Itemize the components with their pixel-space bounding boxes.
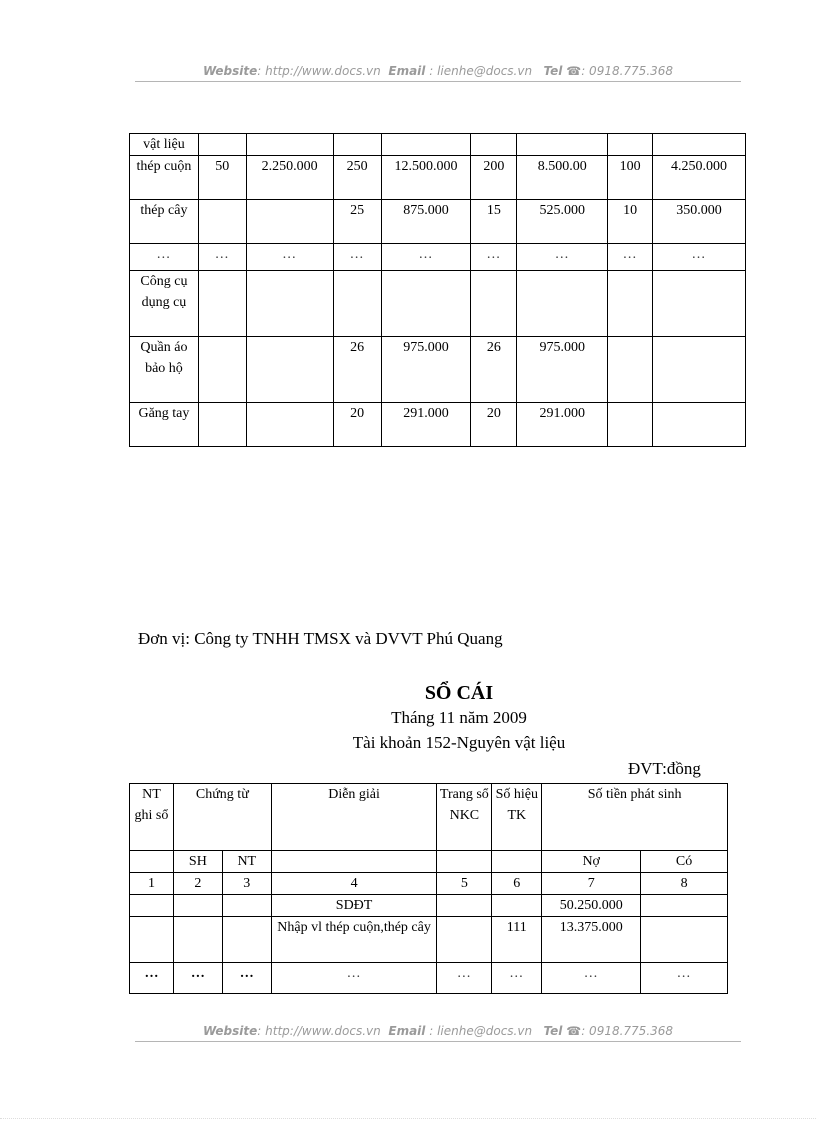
phone-icon: ☎: [566, 1024, 582, 1038]
table-cell: [437, 851, 492, 873]
table-cell: [222, 895, 271, 917]
table-cell: [608, 337, 653, 403]
table-cell: [471, 134, 517, 156]
website-value: : http://www.docs.vn: [257, 1024, 381, 1038]
table-row: [130, 200, 746, 244]
table-cell: 2.250.000: [246, 156, 333, 200]
column-number: 4: [271, 873, 437, 895]
table-cell: [222, 917, 271, 963]
table-cell: [608, 134, 653, 156]
ledger-account: Tài khoản 152-Nguyên vật liệu: [352, 733, 566, 752]
email-label: Email: [388, 1024, 426, 1038]
table-cell: 525.000: [517, 200, 608, 244]
currency-unit: ĐVT:đồng: [628, 759, 701, 778]
page-header: [135, 64, 741, 82]
email-value: : lienhe@docs.vn: [429, 64, 533, 78]
table-cell: [173, 917, 222, 963]
tel-value: : 0918.775.368: [581, 64, 674, 78]
header-nt: NT: [222, 851, 271, 873]
table-cell: 111: [492, 917, 542, 963]
table-cell: [381, 134, 471, 156]
company-unit-line: Đơn vị: Công ty TNHH TMSX và DVVT Phú Quang: [138, 629, 503, 648]
table-cell: 13.375.000: [542, 917, 641, 963]
table-cell: 10: [608, 200, 653, 244]
table-cell: [653, 134, 746, 156]
row-name: vật liệu: [130, 134, 199, 156]
table-cell: …: [222, 963, 271, 994]
ledger-number-row: [130, 873, 728, 895]
table-cell: Nhập vl thép cuộn,thép cây: [271, 917, 437, 963]
table-cell: [437, 917, 492, 963]
table-cell: [471, 271, 517, 337]
table-cell: 250: [333, 156, 381, 200]
inventory-table: [129, 133, 746, 447]
header-dien-giai: Diễn giải: [271, 784, 437, 851]
table-cell: …: [437, 963, 492, 994]
table-cell: 12.500.000: [381, 156, 471, 200]
table-cell: [333, 134, 381, 156]
table-cell: [130, 917, 174, 963]
table-cell: [641, 917, 728, 963]
row-name: Găng tay: [130, 403, 199, 447]
table-cell: [246, 134, 333, 156]
table-cell: …: [517, 244, 608, 271]
ledger-title: SỔ CÁI: [424, 682, 494, 704]
header-no: Nợ: [542, 851, 641, 873]
table-cell: 975.000: [517, 337, 608, 403]
table-cell: [333, 271, 381, 337]
column-number: 3: [222, 873, 271, 895]
table-cell: [608, 271, 653, 337]
website-label: Website: [202, 64, 258, 78]
table-cell: 100: [608, 156, 653, 200]
column-number: 7: [542, 873, 641, 895]
table-cell: 975.000: [381, 337, 471, 403]
table-cell: 350.000: [653, 200, 746, 244]
column-number: 1: [130, 873, 174, 895]
table-row: [130, 156, 746, 200]
header-so-hieu: Số hiệu TK: [492, 784, 542, 851]
table-cell: [653, 403, 746, 447]
row-name: thép cuộn: [130, 156, 199, 200]
table-cell: …: [653, 244, 746, 271]
table-cell: [198, 337, 246, 403]
ledger-header-row: [130, 784, 728, 851]
table-cell: 4.250.000: [653, 156, 746, 200]
table-row: [130, 895, 728, 917]
table-cell: [130, 895, 174, 917]
column-number: 6: [492, 873, 542, 895]
table-cell: [130, 851, 174, 873]
table-cell: 26: [471, 337, 517, 403]
table-cell: …: [492, 963, 542, 994]
table-cell: …: [198, 244, 246, 271]
table-cell: SDĐT: [271, 895, 437, 917]
table-cell: [517, 271, 608, 337]
table-row: [130, 963, 728, 994]
ledger-month: Tháng 11 năm 2009: [391, 708, 527, 727]
table-cell: 50: [198, 156, 246, 200]
table-cell: …: [333, 244, 381, 271]
table-cell: [492, 895, 542, 917]
column-number: 8: [641, 873, 728, 895]
table-row: [130, 403, 746, 447]
table-cell: 26: [333, 337, 381, 403]
table-cell: 20: [333, 403, 381, 447]
website-label: Website: [202, 1024, 258, 1038]
table-cell: [198, 200, 246, 244]
table-cell: …: [471, 244, 517, 271]
table-cell: [271, 851, 437, 873]
table-row: [130, 271, 746, 337]
header-so-tien: Số tiền phát sinh: [542, 784, 728, 851]
table-cell: [246, 403, 333, 447]
email-value: : lienhe@docs.vn: [429, 1024, 533, 1038]
table-cell: [198, 271, 246, 337]
table-cell: [198, 403, 246, 447]
table-row: [130, 134, 746, 156]
column-number: 2: [173, 873, 222, 895]
table-cell: [246, 337, 333, 403]
header-nt-ghi-so: NT ghi sổ: [130, 784, 174, 851]
table-cell: …: [542, 963, 641, 994]
ledger-table: [129, 783, 728, 994]
row-name: thép cây: [130, 200, 199, 244]
table-cell: …: [271, 963, 437, 994]
table-cell: …: [381, 244, 471, 271]
table-cell: [653, 271, 746, 337]
header-co: Có: [641, 851, 728, 873]
table-row: [130, 917, 728, 963]
table-cell: 291.000: [517, 403, 608, 447]
table-cell: [246, 200, 333, 244]
table-cell: …: [608, 244, 653, 271]
row-name: Quần áo bảo hộ: [130, 337, 199, 403]
table-cell: …: [173, 963, 222, 994]
table-cell: [517, 134, 608, 156]
table-cell: …: [641, 963, 728, 994]
phone-icon: ☎: [566, 64, 582, 78]
table-row: [130, 244, 746, 271]
table-cell: [173, 895, 222, 917]
table-cell: [437, 895, 492, 917]
table-cell: 200: [471, 156, 517, 200]
tel-label: Tel: [543, 1024, 563, 1038]
table-cell: [492, 851, 542, 873]
column-number: 5: [437, 873, 492, 895]
row-name: …: [130, 244, 199, 271]
email-label: Email: [388, 64, 426, 78]
table-cell: [381, 271, 471, 337]
table-cell: 875.000: [381, 200, 471, 244]
table-cell: 8.500.00: [517, 156, 608, 200]
page-footer: [135, 1024, 741, 1042]
table-cell: [653, 337, 746, 403]
tel-label: Tel: [543, 64, 563, 78]
header-trang-so: Trang sổ NKC: [437, 784, 492, 851]
website-value: : http://www.docs.vn: [257, 64, 381, 78]
table-cell: [198, 134, 246, 156]
tel-value: : 0918.775.368: [581, 1024, 674, 1038]
table-cell: 15: [471, 200, 517, 244]
table-cell: [641, 895, 728, 917]
table-row: [130, 337, 746, 403]
table-cell: [608, 403, 653, 447]
table-cell: …: [130, 963, 174, 994]
table-cell: …: [246, 244, 333, 271]
table-cell: 20: [471, 403, 517, 447]
header-sh: SH: [173, 851, 222, 873]
table-cell: [246, 271, 333, 337]
table-cell: 25: [333, 200, 381, 244]
table-cell: 50.250.000: [542, 895, 641, 917]
header-chung-tu: Chứng từ: [173, 784, 271, 851]
table-cell: 291.000: [381, 403, 471, 447]
row-name: Công cụ dụng cụ: [130, 271, 199, 337]
ledger-subheader-row: [130, 851, 728, 873]
page-bottom-divider: [0, 1118, 816, 1119]
